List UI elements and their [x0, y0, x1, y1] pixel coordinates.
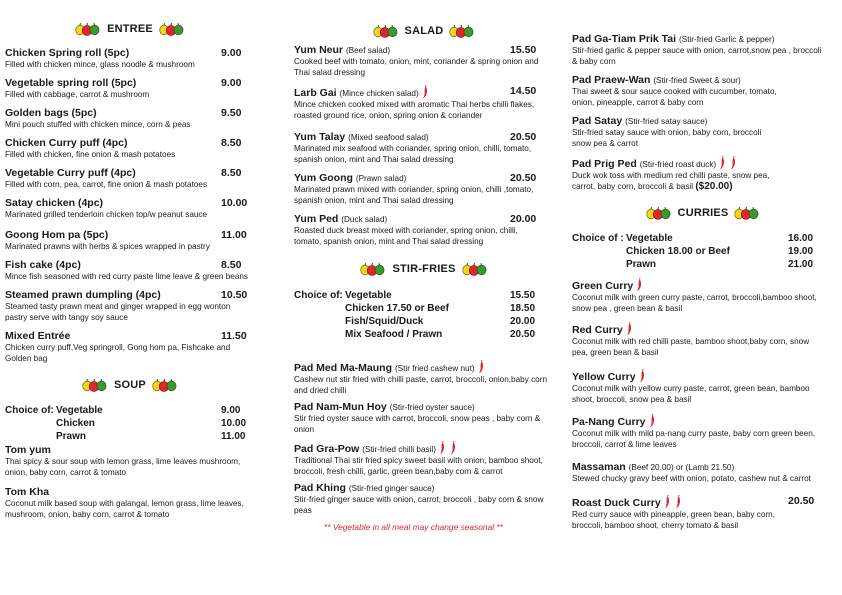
- item-description: broccoli, fresh chilli, garlic, green bean,baby corn & carrot: [294, 466, 503, 476]
- choice-label: Choice of:: [294, 290, 343, 301]
- salad-heading: [294, 24, 554, 38]
- item-description: Coconut milk with green curry paste, carrot, broccoli,bamboo shoot,: [572, 293, 817, 302]
- item-name: [5, 259, 255, 272]
- item-title: Roast Duck Curry: [572, 497, 661, 509]
- menu-item: [572, 278, 834, 315]
- item-name: [5, 229, 255, 242]
- item-description: Cooked beef with tomato, onion, mint, coriander & spring onion and: [294, 57, 539, 66]
- item-title: Steamed prawn dumpling (4pc): [5, 289, 161, 301]
- item-description: Coconut milk with yellow curry paste, carrot, green bean, bamboo: [572, 384, 810, 393]
- choice-option: Prawn: [56, 431, 87, 442]
- item-name: [5, 47, 255, 60]
- item-name: [5, 330, 255, 343]
- item-title: Yum Neur: [294, 44, 344, 56]
- choice-price: 19.00: [788, 246, 814, 257]
- entree-heading-label: ENTREE: [107, 23, 153, 35]
- choice-option: Vegetable: [345, 290, 392, 301]
- salad-heading-label: SALAD: [404, 25, 444, 37]
- item-description: Thai salad dressing: [294, 67, 365, 77]
- item-description: broccoli, carrot & lime leaves: [572, 439, 677, 449]
- item-description: Cashew nut stir fried with chilli paste, carrot, broccoli, onion,baby corn: [294, 375, 548, 384]
- menu-item: [5, 107, 255, 131]
- curries-heading-label: CURRIES: [677, 207, 729, 219]
- item-description: Filled with cabbage, carrot & mushroom: [5, 90, 150, 99]
- item-price: 10.50: [221, 289, 248, 301]
- choice-label: Choice of:: [5, 405, 54, 416]
- item-title: Pad Satay: [572, 115, 623, 127]
- item-title: Larb Gai: [294, 87, 337, 99]
- item-price: 10.00: [221, 197, 248, 209]
- item-subtitle: (Stir-fried Sweet & sour): [653, 76, 741, 85]
- peppers-icon: [373, 24, 399, 38]
- item-name: [5, 77, 255, 90]
- item-title: Pad Gra-Pow: [294, 443, 360, 455]
- item-subtitle: (Stir-fried roast duck): [639, 160, 717, 169]
- item-price: 8.50: [221, 167, 242, 179]
- choice-price: 16.00: [788, 233, 814, 244]
- menu-item: [572, 322, 834, 359]
- item-description: Red curry sauce with pineapple, green bean, baby corn,: [572, 510, 775, 519]
- choice-option: Mix Seafood / Prawn: [345, 329, 443, 340]
- choice-price: 20.50: [510, 329, 536, 340]
- choice-option: Chicken 17.50 or Beef: [345, 303, 449, 314]
- item-description: carrot, baby corn, broccoli & basil ($20.00): [572, 180, 733, 192]
- item-description: Marinated grilled tenderloin chicken top/w peanut sauce: [5, 210, 208, 219]
- menu-item: [294, 482, 554, 517]
- item-description: Roasted duck breast mixed with coriander, spring onion, chilli,: [294, 226, 518, 235]
- item-name: [572, 461, 834, 474]
- choice-label: Choice of :: [572, 233, 624, 244]
- peppers-icon: [449, 24, 475, 38]
- item-description: Stir-fried ginger sauce with onion, carrot, broccoli , baby corn & snow: [294, 495, 544, 504]
- menu-item: [5, 259, 255, 283]
- peppers-icon: [82, 378, 108, 392]
- chili-icon: [477, 360, 486, 374]
- item-name: [294, 441, 554, 456]
- chili-icon: [635, 278, 644, 292]
- menu-item: [5, 137, 255, 161]
- menu-item: [5, 47, 255, 71]
- item-subtitle: (Duck salad): [341, 215, 388, 224]
- item-description: Thai spicy & sour soup with lemon grass, lime leaves mushroom,: [5, 457, 241, 466]
- chili-icon: [663, 495, 672, 509]
- item-description: pastry serve with tangy soy sauce: [5, 312, 128, 322]
- item-subtitle: (Prawn salad): [355, 174, 407, 183]
- menu-item: [294, 401, 554, 436]
- item-description: broccoli, bamboo shoot, cherry tomato & basil: [572, 520, 739, 530]
- item-name: [572, 278, 834, 293]
- item-description: Stir fried oyster sauce with carrot, broccoli, snow peas , baby corn &: [294, 414, 541, 423]
- choice-price: 21.00: [788, 259, 814, 270]
- item-price: 9.50: [221, 107, 242, 119]
- item-description: onion: [294, 424, 315, 434]
- item-description: onion, pineapple, carrot & baby corn: [572, 97, 704, 107]
- item-name: [5, 167, 255, 180]
- item-description: Chicken curry puff,Veg springroll, Gong hom pa, Fishcake and: [5, 343, 231, 352]
- soup-heading-label: SOUP: [114, 379, 146, 391]
- item-subtitle: (Stir-fried oyster sauce): [389, 403, 475, 412]
- item-title: Yum Goong: [294, 172, 353, 184]
- menu-item: [5, 197, 255, 221]
- item-title: Mixed Entrée: [5, 330, 71, 342]
- choice-option: Fish/Squid/Duck: [345, 316, 424, 327]
- item-name: [572, 74, 834, 87]
- item-description: Filled with chicken, fine onion & mash potatoes: [5, 150, 176, 159]
- item-description: spanish onion, mint and Thai salad dressing: [294, 154, 454, 164]
- item-title: Tom Kha: [5, 486, 50, 498]
- item-description: pea, green bean & basil: [572, 347, 659, 357]
- item-description: Golden bag: [5, 353, 48, 363]
- item-title: Golden bags (5pc): [5, 107, 97, 119]
- item-name: [572, 156, 834, 171]
- choice-option: Vegetable: [56, 405, 103, 416]
- item-description: snow pea , green bean & basil: [572, 303, 683, 313]
- item-description: Marinated prawns with herbs & spices wrapped in pastry: [5, 242, 210, 251]
- item-name: [5, 137, 255, 150]
- menu-item: [294, 213, 554, 248]
- item-subtitle: (Stir fried cashew nut): [394, 364, 475, 373]
- peppers-icon: [152, 378, 178, 392]
- item-title: Chicken Curry puff (4pc): [5, 137, 128, 149]
- menu-item: [5, 167, 255, 191]
- menu-item: [5, 77, 255, 101]
- item-description: tomato, spanish onion, mint and Thai salad dressing: [294, 236, 484, 246]
- item-price: 8.50: [221, 259, 242, 271]
- item-description: Mini pouch stuffed with chicken mince, corn & peas: [5, 120, 191, 129]
- curries-heading: [572, 206, 834, 220]
- choice-price: 9.00: [221, 405, 241, 416]
- item-subtitle: (Beef 20.00) or (Lamb 21.50): [628, 463, 735, 472]
- item-name: [294, 482, 554, 495]
- item-name: [5, 107, 255, 120]
- choice-price: 20.00: [510, 316, 536, 327]
- menu-item: [5, 289, 255, 324]
- stirfries-heading: [294, 262, 554, 276]
- item-price: 8.50: [221, 137, 242, 149]
- item-subtitle: (Beef salad): [345, 46, 391, 55]
- item-description: Stir-fried satay sauce with onion, baby corn, broccoli: [572, 128, 762, 137]
- item-name: [572, 322, 834, 337]
- item-name: [572, 33, 834, 46]
- item-description: & baby corn: [572, 56, 616, 66]
- menu-item: [294, 131, 554, 166]
- menu-item: [572, 461, 834, 485]
- item-title: Yum Ped: [294, 213, 339, 225]
- peppers-icon: [360, 262, 386, 276]
- item-description: and dried chilli: [294, 385, 347, 395]
- item-title: Red Curry: [572, 324, 623, 336]
- item-description: Mince fish seasoned with red curry paste lime leave & green beans: [5, 272, 249, 281]
- item-description: Filled with corn, pea, carrot, fine onion & mash potatoes: [5, 180, 208, 189]
- item-title: Vegetable spring roll (5pc): [5, 77, 137, 89]
- soup-heading: [5, 378, 255, 392]
- item-title: Pa-Nang Curry: [572, 416, 646, 428]
- item-description: Coconut milk based soup with galangal, lemon grass, lime leaves,: [5, 499, 244, 508]
- chili-icon: [638, 369, 647, 383]
- item-price: 9.00: [221, 77, 242, 89]
- chili-icon: [438, 441, 447, 455]
- item-description: roasted ground rice, onion, spring onion & coriander: [294, 110, 483, 120]
- item-subtitle: (Mince chicken salad): [339, 89, 419, 98]
- item-subtitle: (Stir-fried ginger sauce): [348, 484, 435, 493]
- item-name: [572, 115, 834, 128]
- menu-item: [572, 33, 834, 68]
- item-subtitle: (Stir-fried satay sauce): [625, 117, 708, 126]
- item-subtitle: (Stir-fried chilli basil): [362, 445, 436, 454]
- chili-icon: [625, 322, 634, 336]
- item-subtitle: (Stir-fried Garlic & pepper): [679, 35, 775, 44]
- item-title: Green Curry: [572, 280, 634, 292]
- menu-item: [572, 414, 834, 451]
- item-description: Marinated mix seafood with coriander, spring onion, chilli, tomato,: [294, 144, 532, 153]
- menu-item: [294, 172, 554, 207]
- peppers-icon: [159, 22, 185, 36]
- menu-item: [5, 229, 255, 253]
- item-description: Steamed tasty prawn meat and ginger wrapped in egg wonton: [5, 302, 231, 311]
- chili-icon: [718, 156, 727, 170]
- item-description: Coconut milk with mild pa-nang curry paste, baby corn green been,: [572, 429, 816, 438]
- item-name: [5, 289, 255, 302]
- choice-price: 10.00: [221, 418, 247, 429]
- item-description: snow pea & carrot: [572, 138, 638, 148]
- item-title: Pad Khing: [294, 482, 346, 494]
- menu-item: [5, 486, 255, 521]
- item-description: Filled with chicken mince, glass noodle & mushroom: [5, 60, 195, 69]
- item-description: Duck wok toss with medium red chilli paste, snow pea,: [572, 171, 770, 180]
- item-price: 11.50: [221, 330, 247, 342]
- menu-item: [572, 156, 834, 193]
- choice-option: Vegetable: [626, 233, 673, 244]
- item-description: Coconut milk with red chilli paste, bamboo shoot,baby corn, snow: [572, 337, 810, 346]
- menu-item: [5, 444, 255, 479]
- item-title: Fish cake (4pc): [5, 259, 81, 271]
- peppers-icon: [646, 206, 672, 220]
- item-price: 9.00: [221, 47, 242, 59]
- item-price: 20.50: [510, 131, 537, 143]
- item-description: Marinated prawn mixed with coriander, spring onion, chilli ,tomato,: [294, 185, 534, 194]
- choice-price: 11.00: [221, 431, 246, 442]
- chili-icon: [421, 85, 430, 99]
- item-price: 20.50: [510, 172, 537, 184]
- menu-item: [294, 360, 554, 397]
- item-price: 20.00: [510, 213, 537, 225]
- menu-item: [294, 44, 554, 79]
- menu-item: [572, 115, 834, 150]
- menu-item: [294, 85, 554, 122]
- item-title: Pad Nam-Mun Hoy: [294, 401, 387, 413]
- item-price-note: ($20.00): [695, 180, 733, 192]
- item-price: 20.50: [788, 495, 815, 507]
- item-description: spanish onion, mint and Thai salad dressing: [294, 195, 454, 205]
- chili-icon: [674, 495, 683, 509]
- item-description: Stir-fried garlic & pepper sauce with onion, carrot,snow pea , broccoli: [572, 46, 822, 55]
- item-description: mushroom, onion, baby corn, carrot & tomato: [5, 509, 170, 519]
- item-title: Pad Prig Ped: [572, 158, 637, 170]
- peppers-icon: [734, 206, 760, 220]
- item-name: [572, 414, 834, 429]
- choice-option: Chicken: [56, 418, 95, 429]
- item-title: Tom yum: [5, 444, 51, 456]
- choice-price: 18.50: [510, 303, 536, 314]
- item-title: Yellow Curry: [572, 371, 636, 383]
- item-title: Pad Ga-Tiam Prik Tai: [572, 33, 677, 45]
- item-description: Mince chicken cooked mixed with aromatic Thai herbs chilli flakes,: [294, 100, 535, 109]
- chili-icon: [729, 156, 738, 170]
- item-description: onion, baby corn, carrot & tomato: [5, 467, 127, 477]
- choice-price: 15.50: [510, 290, 536, 301]
- stirfries-heading-label: STIR-FRIES: [392, 263, 456, 275]
- menu-item: [5, 330, 255, 365]
- peppers-icon: [462, 262, 488, 276]
- choice-option: Prawn: [626, 259, 657, 270]
- item-description: Traditional Thai stir fried spicy sweet basil with onion, bamboo shoot,: [294, 456, 543, 465]
- item-name: [5, 486, 255, 499]
- item-price: 11.00: [221, 229, 247, 241]
- item-description: shoot, broccoli, snow pea & basil: [572, 394, 692, 404]
- item-title: Pad Med Ma-Maung: [294, 362, 393, 374]
- seasonal-note: ** Vegetable in all meal may change seasonal **: [324, 522, 503, 532]
- menu-item: [572, 495, 834, 532]
- item-subtitle: (Mixed seafood salad): [348, 133, 429, 142]
- item-title: Satay chicken (4pc): [5, 197, 104, 209]
- item-name: [294, 401, 554, 414]
- item-name: [572, 369, 834, 384]
- item-description: Thai sweet & sour sauce cooked with cucumber, tomato,: [572, 87, 777, 96]
- chili-icon: [449, 441, 458, 455]
- item-title: Massaman: [572, 461, 626, 473]
- item-title: Vegetable Curry puff (4pc): [5, 167, 136, 179]
- item-title: Goong Hom pa (5pc): [5, 229, 109, 241]
- menu-item: [294, 441, 554, 478]
- peppers-icon: [75, 22, 101, 36]
- item-name: [294, 360, 554, 375]
- choice-option: Chicken 18.00 or Beef: [626, 246, 730, 257]
- menu-item: [572, 369, 834, 406]
- entree-heading: [5, 22, 255, 36]
- item-name: [5, 197, 255, 210]
- chili-icon: [648, 414, 657, 428]
- item-description: peas: [294, 505, 312, 515]
- item-price: 15.50: [510, 44, 537, 56]
- item-name: [5, 444, 255, 457]
- item-title: Pad Praew-Wan: [572, 74, 651, 86]
- item-description: Stewed chucky gravy beef with onion, potato, cashew nut & carrot: [572, 474, 811, 483]
- menu-item: [572, 74, 834, 109]
- item-title: Chicken Spring roll (5pc): [5, 47, 130, 59]
- item-title: Yum Talay: [294, 131, 346, 143]
- item-price: 14.50: [510, 85, 537, 97]
